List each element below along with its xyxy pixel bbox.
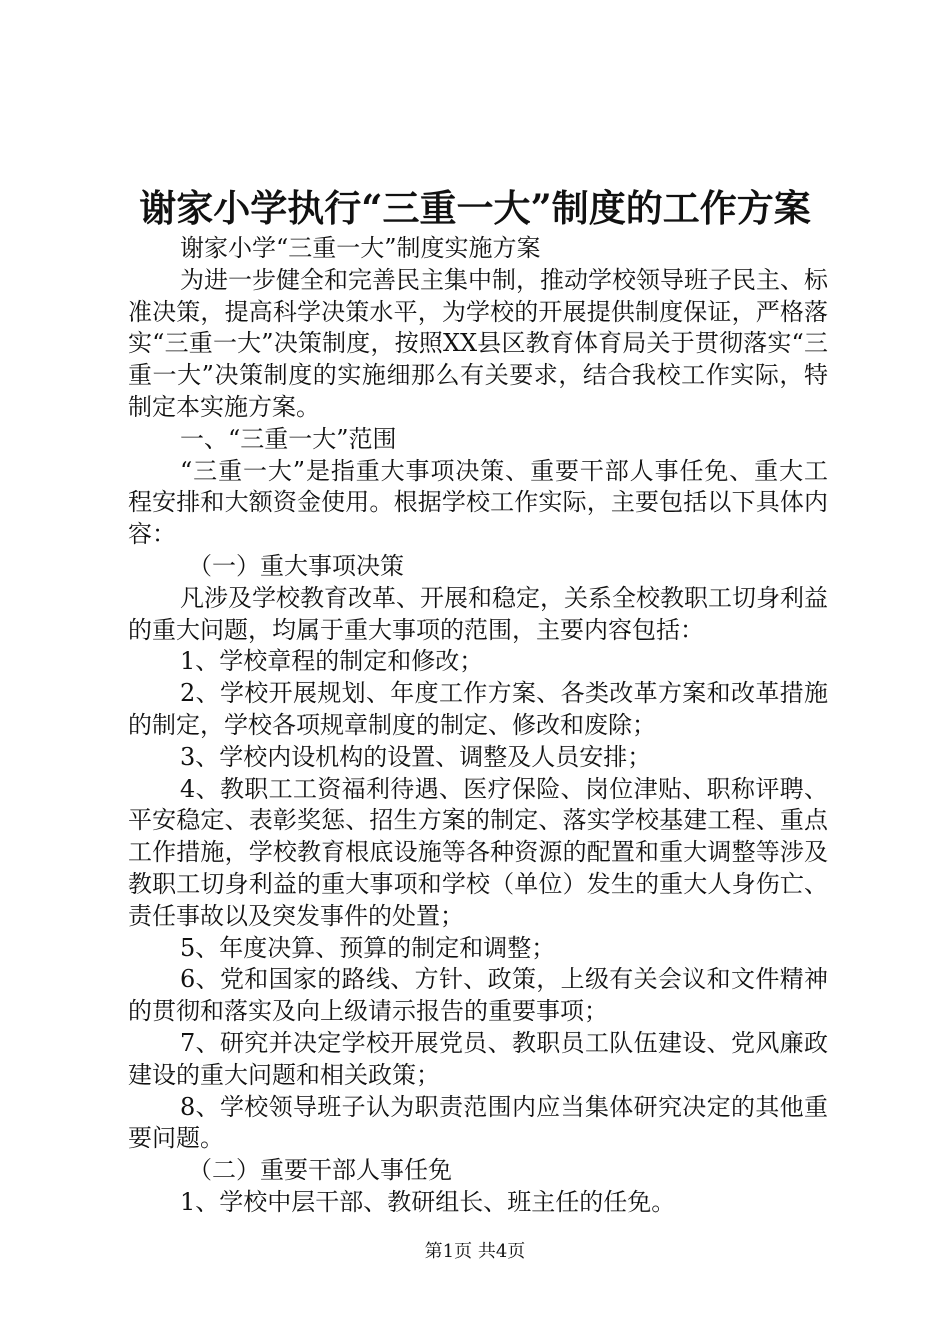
subsection-heading-personnel: （二）重要干部人事任免 xyxy=(188,1156,452,1185)
list-item: 2、学校开展规划、年度工作方案、各类改革方案和改革措施的制定，学校各项规章制度的制定、修改和废除； xyxy=(128,679,828,739)
list-item: 7、研究并决定学校开展党员、教职员工队伍建设、党风廉政建设的重大问题和相关政策； xyxy=(128,1028,828,1089)
page-footer: 第1页 共4页 xyxy=(424,1241,526,1262)
paragraph-intro: 为进一步健全和完善民主集中制，推动学校领导班子民主、标准决策，提高科学决策水平，为学校的开展提供制度保证，严格落实“三重一大”决策制度，按照XX县区教育体育局关于贯彻落实“三重一大”决策制度的实施细那么有关要求，结合我校工作实际，特制定本实施方案。 xyxy=(128,265,828,421)
subsection-heading-major-decisions: （一）重大事项决策 xyxy=(188,551,404,580)
list-item: 5、年度决算、预算的制定和调整； xyxy=(180,933,556,962)
list-item: 3、学校内设机构的设置、调整及人员安排； xyxy=(180,742,652,771)
list-item: 8、学校领导班子认为职责范围内应当集体研究决定的其他重要问题。 xyxy=(128,1092,828,1153)
document-title: 谢家小学执行“三重一大”制度的工作方案 xyxy=(139,186,811,230)
paragraph-scope-definition: “三重一大”是指重大事项决策、重要干部人事任免、重大工程安排和大额资金使用。根据学校工作实际，主要包括以下具体内容： xyxy=(128,456,828,549)
list-item: 1、学校章程的制定和修改； xyxy=(180,647,484,676)
document-body xyxy=(128,233,828,1219)
paragraph-subtitle: 谢家小学“三重一大”制度实施方案 xyxy=(180,234,541,262)
list-item: 6、党和国家的路线、方针、政策，上级有关会议和文件精神的贯彻和落实及向上级请示报告的重要事项； xyxy=(128,965,828,1026)
list-item: 1、学校中层干部、教研组长、班主任的任免。 xyxy=(180,1187,676,1216)
paragraph-major-decisions-intro: 凡涉及学校教育改革、开展和稳定，关系全校教职工切身利益的重大问题，均属于重大事项的范围，主要内容包括： xyxy=(128,583,828,644)
list-item: 4、教职工工资福利待遇、医疗保险、岗位津贴、职称评聘、平安稳定、表彰奖惩、招生方案的制定、落实学校基建工程、重点工作措施，学校教育根底设施等各种资源的配置和重大调整等涉及教职工切身利益的重大事项和学校（单位）发生的重大人身伤亡、责任事故以及突发事件的处置； xyxy=(128,774,828,930)
section-heading-scope: 一、“三重一大”范围 xyxy=(180,424,397,453)
